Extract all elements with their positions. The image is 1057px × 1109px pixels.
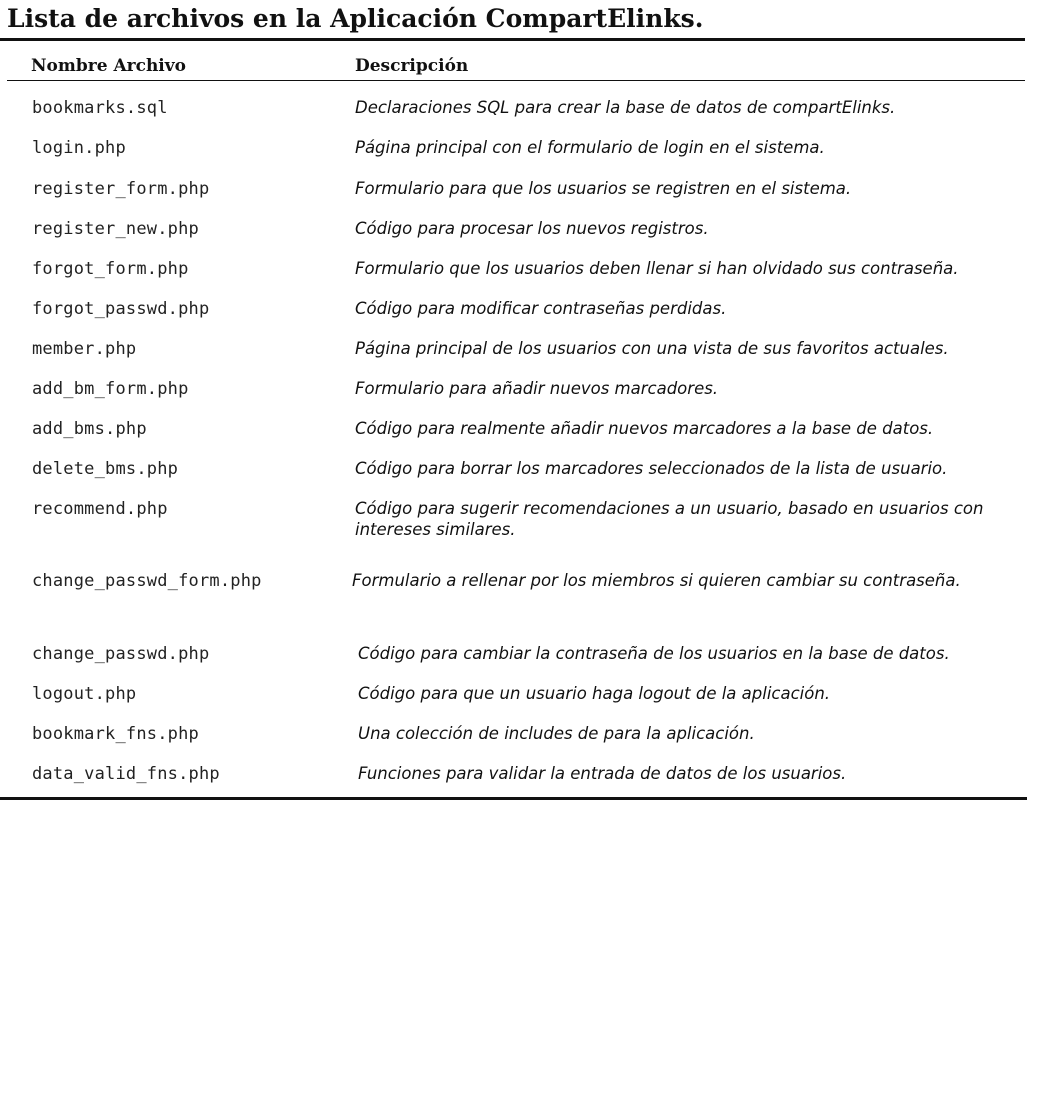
file-name: bookmark_fns.php — [32, 724, 199, 744]
file-description: Código para modificar contraseñas perdidas. — [355, 299, 727, 318]
file-name: login.php — [32, 138, 126, 158]
file-name: recommend.php — [32, 499, 168, 519]
file-name: forgot_passwd.php — [32, 299, 210, 319]
file-description: Formulario para añadir nuevos marcadores. — [355, 379, 719, 398]
bottom-rule — [0, 797, 1027, 800]
file-description: Código para que un usuario haga logout de la aplicación. — [358, 684, 831, 703]
file-name: change_passwd_form.php — [32, 571, 262, 591]
file-description: Código para sugerir recomendaciones a un usuario, basado en usuarios con intereses similares. — [355, 499, 984, 539]
file-description: Código para procesar los nuevos registros. — [355, 219, 709, 238]
file-name: logout.php — [32, 684, 137, 704]
file-description: Formulario para que los usuarios se registren en el sistema. — [355, 179, 852, 198]
column-header-name: Nombre Archivo — [31, 56, 186, 76]
file-description: Código para borrar los marcadores seleccionados de la lista de usuario. — [355, 459, 948, 478]
file-description: Código para realmente añadir nuevos marcadores a la base de datos. — [355, 419, 934, 438]
file-name: forgot_form.php — [32, 259, 189, 279]
file-name: add_bms.php — [32, 419, 147, 439]
column-header-description: Descripción — [355, 56, 469, 76]
file-name: register_form.php — [32, 179, 210, 199]
file-description: Una colección de includes de para la aplicación. — [358, 724, 755, 743]
page-title: Lista de archivos en la Aplicación CompartElinks. — [7, 4, 704, 33]
header-rule — [7, 80, 1025, 81]
file-name: data_valid_fns.php — [32, 764, 220, 784]
file-description: Formulario a rellenar por los miembros si quieren cambiar su contraseña. — [352, 571, 961, 590]
file-name: delete_bms.php — [32, 459, 179, 479]
file-name: add_bm_form.php — [32, 379, 189, 399]
top-rule — [0, 38, 1025, 41]
file-description: Formulario que los usuarios deben llenar si han olvidado sus contraseña. — [355, 259, 959, 278]
file-description: Funciones para validar la entrada de datos de los usuarios. — [358, 764, 847, 783]
file-description: Página principal con el formulario de login en el sistema. — [355, 138, 825, 157]
file-description: Declaraciones SQL para crear la base de datos de compartElinks. — [355, 98, 896, 117]
file-description: Página principal de los usuarios con una vista de sus favoritos actuales. — [355, 339, 949, 358]
file-name: member.php — [32, 339, 137, 359]
file-name: bookmarks.sql — [32, 98, 168, 118]
file-name: register_new.php — [32, 219, 199, 239]
file-name: change_passwd.php — [32, 644, 210, 664]
file-description: Código para cambiar la contraseña de los usuarios en la base de datos. — [358, 644, 950, 663]
